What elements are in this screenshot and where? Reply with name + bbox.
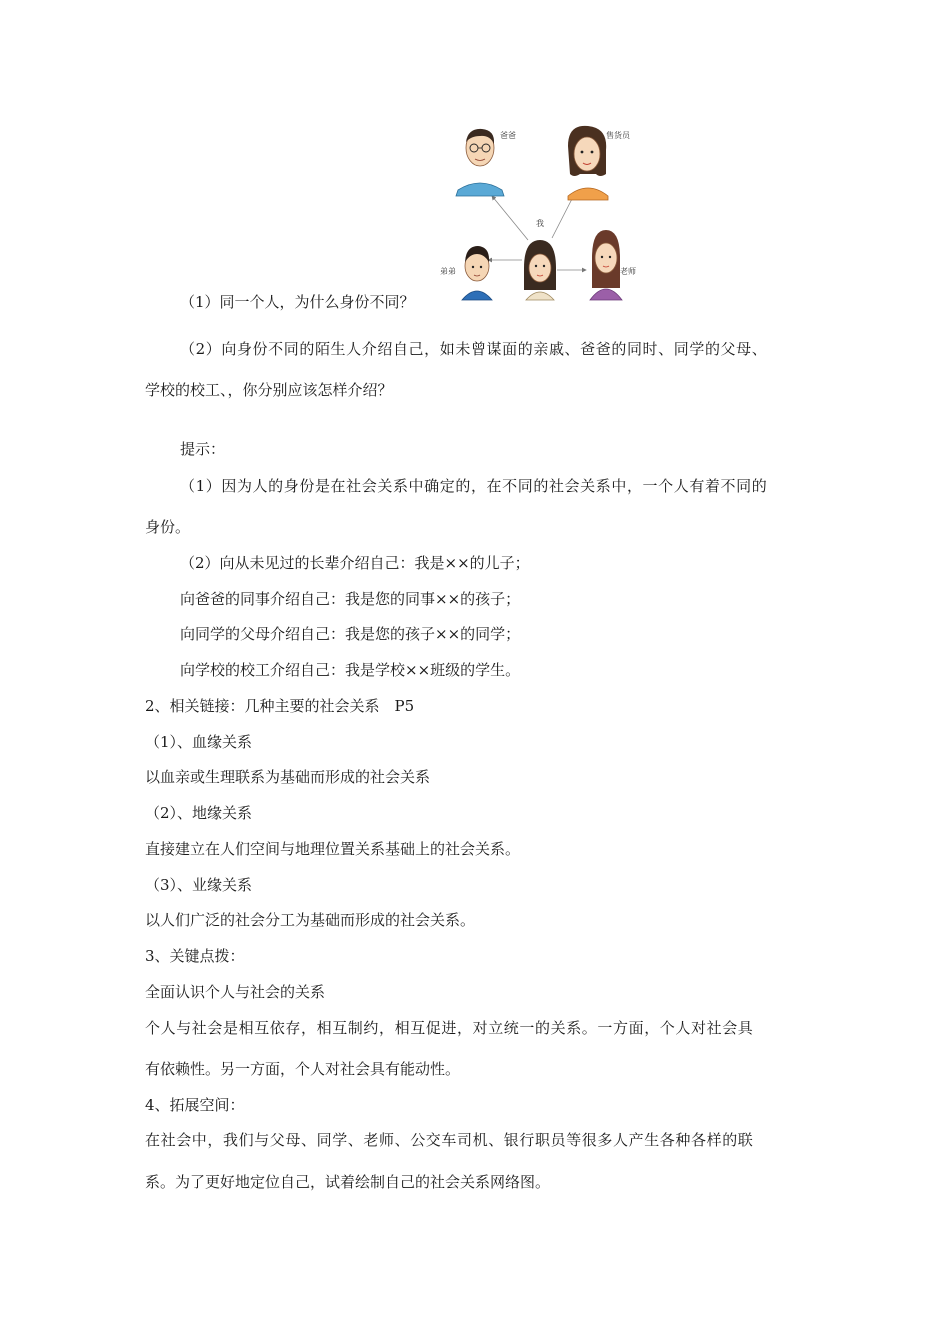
hint-answer-2-line-2: 向爸爸的同事介绍自己：我是您的同事××的孩子； xyxy=(180,590,521,608)
hint-title: 提示： xyxy=(180,440,226,458)
hint-answer-2-line-4: 向学校的校工介绍自己：我是学校××班级的学生。 xyxy=(180,661,521,679)
label-brother: 弟弟 xyxy=(440,267,456,276)
hint-answer-1-line-1: （1）因为人的身份是在社会关系中确定的，在不同的社会关系中，一个人有着不同的 xyxy=(180,477,768,495)
section-4-text-line-2: 系。为了更好地定位自己，试着绘制自己的社会关系网络图。 xyxy=(145,1173,551,1191)
relation-3-title: （3）、业缘关系 xyxy=(145,876,253,894)
question-2-line-2: 学校的校工、，你分别应该怎样介绍？ xyxy=(145,381,393,399)
social-relations-figure xyxy=(440,118,640,308)
relation-2-title: （2）、地缘关系 xyxy=(145,804,253,822)
section-2-heading: 2、相关链接：几种主要的社会关系 P5 xyxy=(145,697,415,715)
relation-1-text: 以血亲或生理联系为基础而形成的社会关系 xyxy=(145,768,431,786)
question-2-line-1: （2）向身份不同的陌生人介绍自己，如未曾谋面的亲戚、爸爸的同时、同学的父母、 xyxy=(180,340,768,358)
section-3-heading: 3、关键点拨： xyxy=(145,947,245,965)
section-3-subtitle: 全面认识个人与社会的关系 xyxy=(145,983,326,1001)
label-teacher: 老师 xyxy=(620,267,636,276)
section-3-text-line-2: 有依赖性。另一方面，个人对社会具有能动性。 xyxy=(145,1060,461,1078)
hint-answer-2-line-3: 向同学的父母介绍自己：我是您的孩子××的同学； xyxy=(180,625,521,643)
section-4-text-line-1: 在社会中，我们与父母、同学、老师、公交车司机、银行职员等很多人产生各种各样的联 xyxy=(145,1131,754,1149)
relation-3-text: 以人们广泛的社会分工为基础而形成的社会关系。 xyxy=(145,911,476,929)
label-me: 我 xyxy=(536,219,544,228)
salesperson-portrait xyxy=(568,126,608,200)
relation-1-title: （1）、血缘关系 xyxy=(145,733,253,751)
brother-portrait xyxy=(462,246,492,300)
question-1: （1）同一个人，为什么身份不同？ xyxy=(180,293,415,311)
father-portrait xyxy=(456,129,504,196)
hint-answer-2-line-1: （2）向从未见过的长辈介绍自己：我是××的儿子； xyxy=(180,554,530,572)
section-3-text-line-1: 个人与社会是相互依存，相互制约，相互促进，对立统一的关系。一方面，个人对社会具 xyxy=(145,1019,754,1037)
hint-answer-1-line-2: 身份。 xyxy=(145,518,191,536)
arrow-to-father xyxy=(492,196,528,240)
label-father: 爸爸 xyxy=(500,131,516,140)
teacher-portrait xyxy=(590,230,622,300)
section-4-heading: 4、拓展空间： xyxy=(145,1096,245,1114)
relation-2-text: 直接建立在人们空间与地理位置关系基础上的社会关系。 xyxy=(145,840,521,858)
me-portrait xyxy=(524,240,556,300)
label-salesperson: 售货员 xyxy=(606,131,630,140)
